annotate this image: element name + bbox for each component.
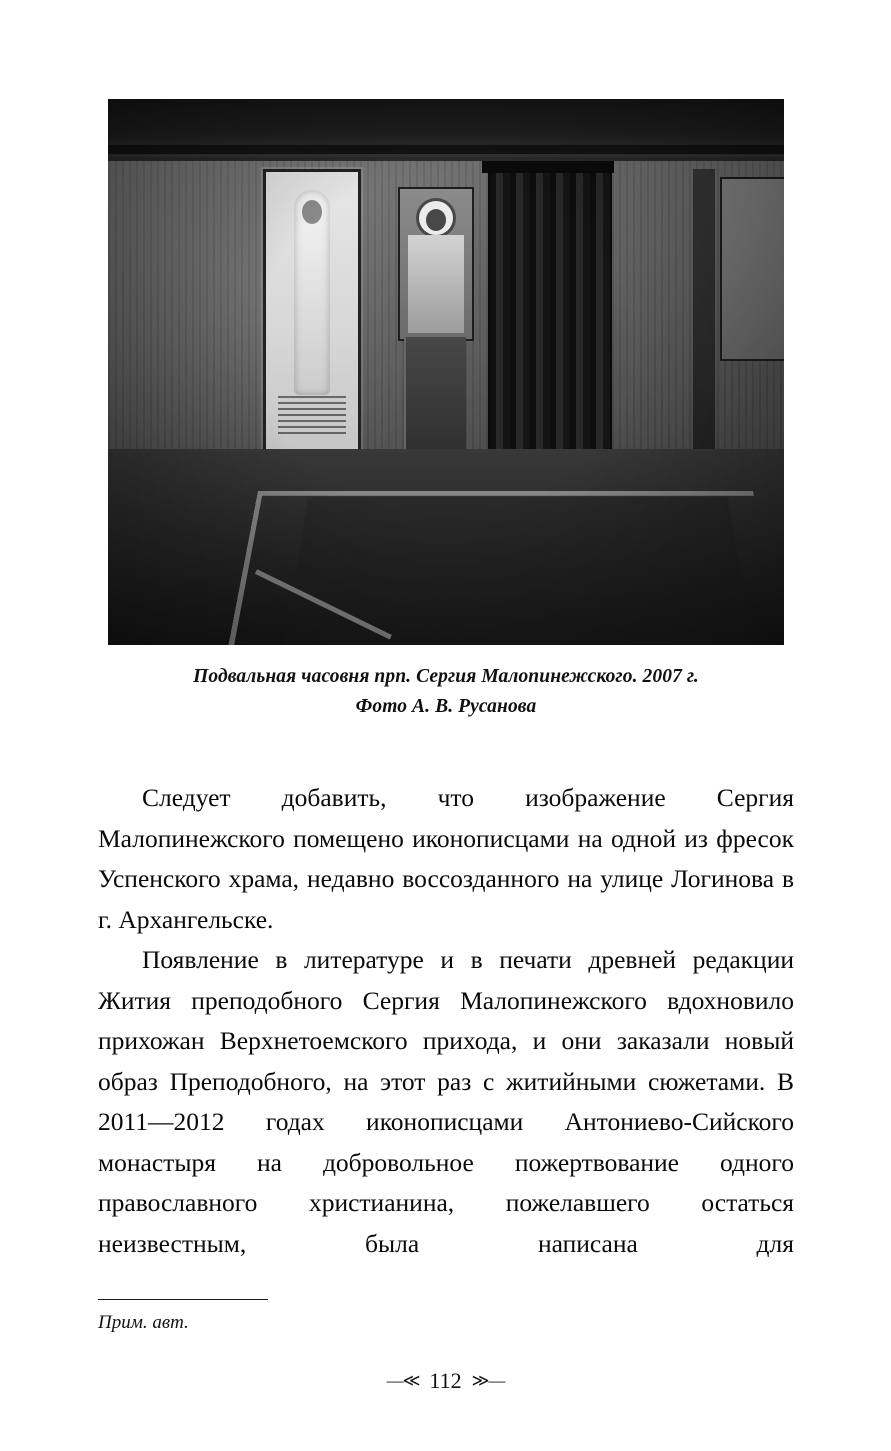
- folio-ornament-left: —≪: [386, 1371, 420, 1390]
- page-folio: [0, 1368, 891, 1394]
- photo-icon-robe: [408, 235, 464, 333]
- figure-caption: [108, 662, 784, 722]
- photo-icon-christ: [398, 187, 474, 341]
- photo-icon-inscription: [278, 396, 346, 436]
- photo-ceiling: [108, 99, 784, 161]
- photo-floor-border: [226, 491, 784, 645]
- photo-wall-column: [693, 169, 715, 449]
- photo-right-panel: [720, 177, 784, 361]
- body-paragraph: Появление в литературе и в печати древней редакции Жития преподобного Сергия Малопинежского вдохновило прихожан Верхнетоемского прихода, и они заказали новый образ Преподобного, на этот раз с житийными сюжетами. В 2011—2012 годах иконописцами Антониево-Сийского монастыря на добровольное пожертвование одного православного христианина, пожелавшего остаться неизвестным, была написана для: [98, 945, 794, 1258]
- folio-ornament-right: ≫—: [471, 1371, 505, 1390]
- photo-icon-face: [426, 209, 446, 231]
- photo-icon-panel-left: [263, 169, 361, 455]
- body-text: [98, 778, 794, 1264]
- page-number: 112: [429, 1368, 462, 1393]
- footnote-separator: [98, 1299, 268, 1300]
- figure-photograph: [108, 99, 784, 645]
- photo-beam: [108, 145, 784, 154]
- figure-caption-line-2: Фото А. В. Русанова: [355, 696, 537, 717]
- photo-icon-saint-figure: [294, 190, 330, 395]
- photo-curtain: [488, 171, 612, 465]
- figure-caption-line-1: Подвальная часовня прп. Сергия Малопинежского. 2007 г.: [193, 666, 699, 687]
- photo-image: [108, 99, 784, 645]
- photo-icon-stand: [404, 337, 466, 457]
- footnote-text: Прим. авт.: [98, 1312, 189, 1333]
- body-paragraph: Следует добавить, что изображение Сергия Малопинежского помещено иконописцами на одной из фресок Успенского храма, недавно воссозданного на улице Логинова в г. Архангельске.: [98, 783, 794, 934]
- photo-icon-saint-head: [302, 200, 322, 224]
